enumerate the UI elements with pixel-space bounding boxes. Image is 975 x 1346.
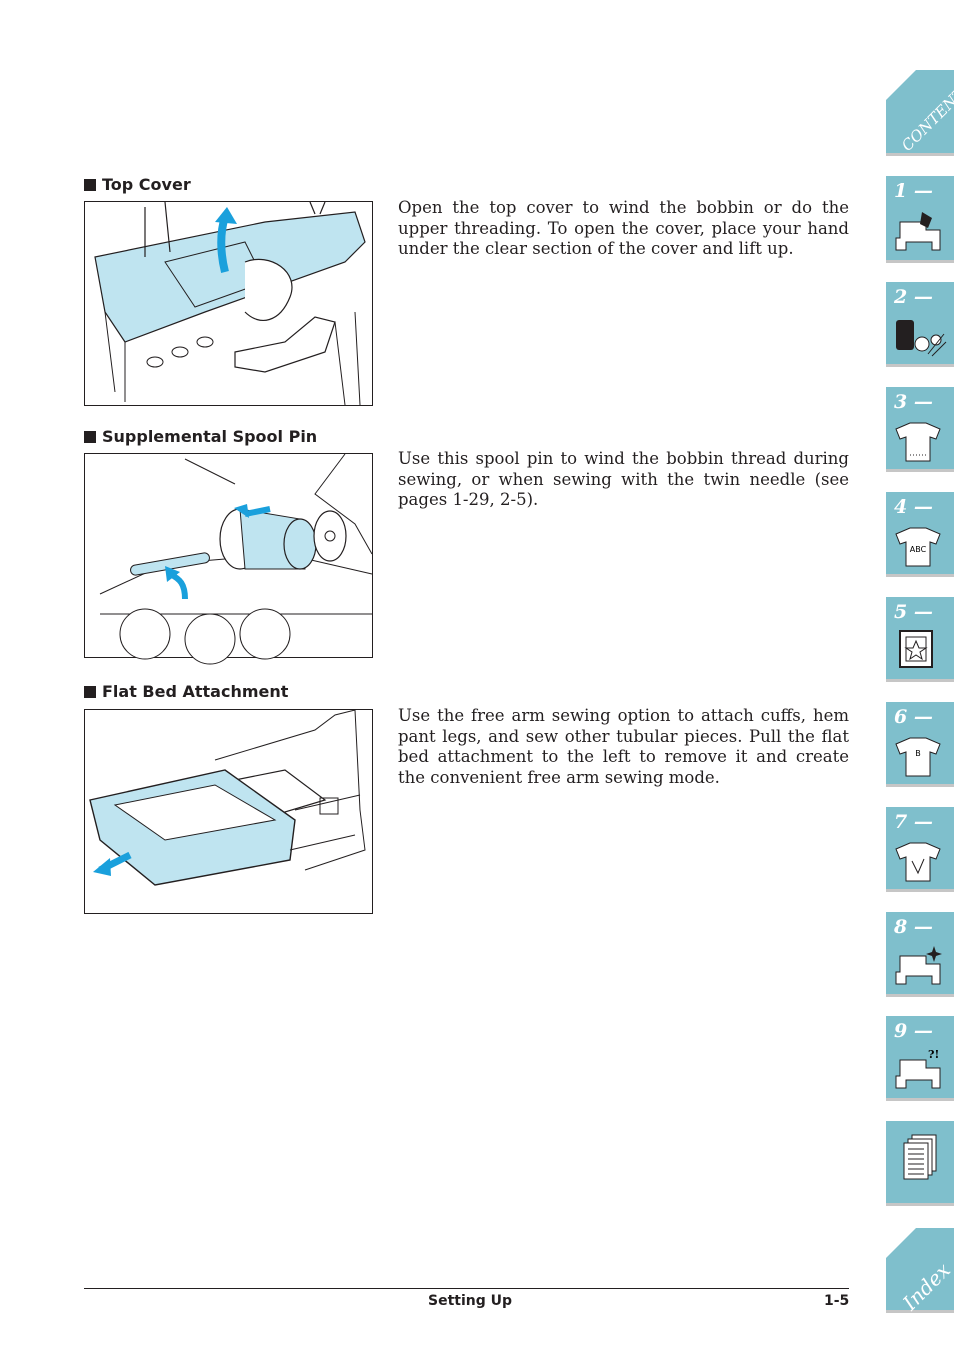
embroidery-frame-icon xyxy=(892,629,944,673)
tab-index-label: Index xyxy=(898,1257,956,1315)
footer-rule xyxy=(84,1288,849,1289)
footer-page-number: 1-5 xyxy=(824,1293,850,1309)
section-title-top-cover: Top Cover xyxy=(84,175,191,194)
square-bullet-icon xyxy=(84,179,96,191)
tab-contents[interactable] xyxy=(886,70,975,155)
spool-pin-illustration xyxy=(84,453,373,658)
top-cover-illustration xyxy=(84,201,373,406)
tab-chapter-6[interactable]: 6 — B xyxy=(886,702,954,784)
sewing-machine-sparkle-icon xyxy=(892,944,944,988)
square-bullet-icon xyxy=(84,686,96,698)
sewing-machine-hand-icon xyxy=(892,210,944,254)
svg-text:?!: ?! xyxy=(928,1048,940,1061)
top-cover-description: Open the top cover to wind the bobbin or do the upper threading. To open the cover, place your hand under the clear section of the cover and lift up. xyxy=(398,198,849,258)
document-pages-icon xyxy=(892,1131,944,1191)
tshirt-b-icon xyxy=(892,734,944,778)
tab-chapter-7[interactable]: 7 — xyxy=(886,807,954,889)
footer-section-title: Setting Up xyxy=(428,1293,513,1309)
tab-index[interactable] xyxy=(886,1228,956,1315)
tab-chapter-2[interactable]: 2 — xyxy=(886,282,954,364)
flat-bed-illustration xyxy=(84,709,373,914)
sewing-machine-question-icon xyxy=(892,1048,944,1092)
tab-contents-label: CONTENTS xyxy=(898,77,975,155)
tab-chapter-1[interactable]: 1 — xyxy=(886,176,954,260)
tab-chapter-3[interactable]: 3 — xyxy=(886,387,954,469)
flat-bed-description: Use the free arm sewing option to attach cuffs, hem pant legs, and sew other tubular pieces. Pull the flat bed attachment to the left to remove it and create the convenient free arm sewing mode. xyxy=(398,706,849,787)
tshirt-icon xyxy=(892,419,944,463)
tab-chapter-4[interactable]: 4 — ABC xyxy=(886,492,954,574)
thread-spool-scissors-icon xyxy=(892,314,948,358)
tab-chapter-8[interactable]: 8 — xyxy=(886,912,954,994)
section-title-flat-bed-attachment: Flat Bed Attachment xyxy=(84,682,288,701)
tab-pages[interactable] xyxy=(886,1121,954,1203)
spool-pin-description: Use this spool pin to wind the bobbin thread during sewing, or when sewing with the twin needle (see pages 1-29, 2-5). xyxy=(398,449,849,509)
tshirt-abc-icon xyxy=(892,524,944,568)
section-title-supplemental-spool-pin: Supplemental Spool Pin xyxy=(84,427,317,446)
tab-chapter-5[interactable]: 5 — xyxy=(886,597,954,679)
tab-chapter-9[interactable]: 9 — ?! xyxy=(886,1016,954,1098)
svg-text:ABC: ABC xyxy=(909,545,927,554)
square-bullet-icon xyxy=(84,431,96,443)
svg-text:B: B xyxy=(915,749,921,758)
tshirt-design-icon xyxy=(892,839,944,883)
